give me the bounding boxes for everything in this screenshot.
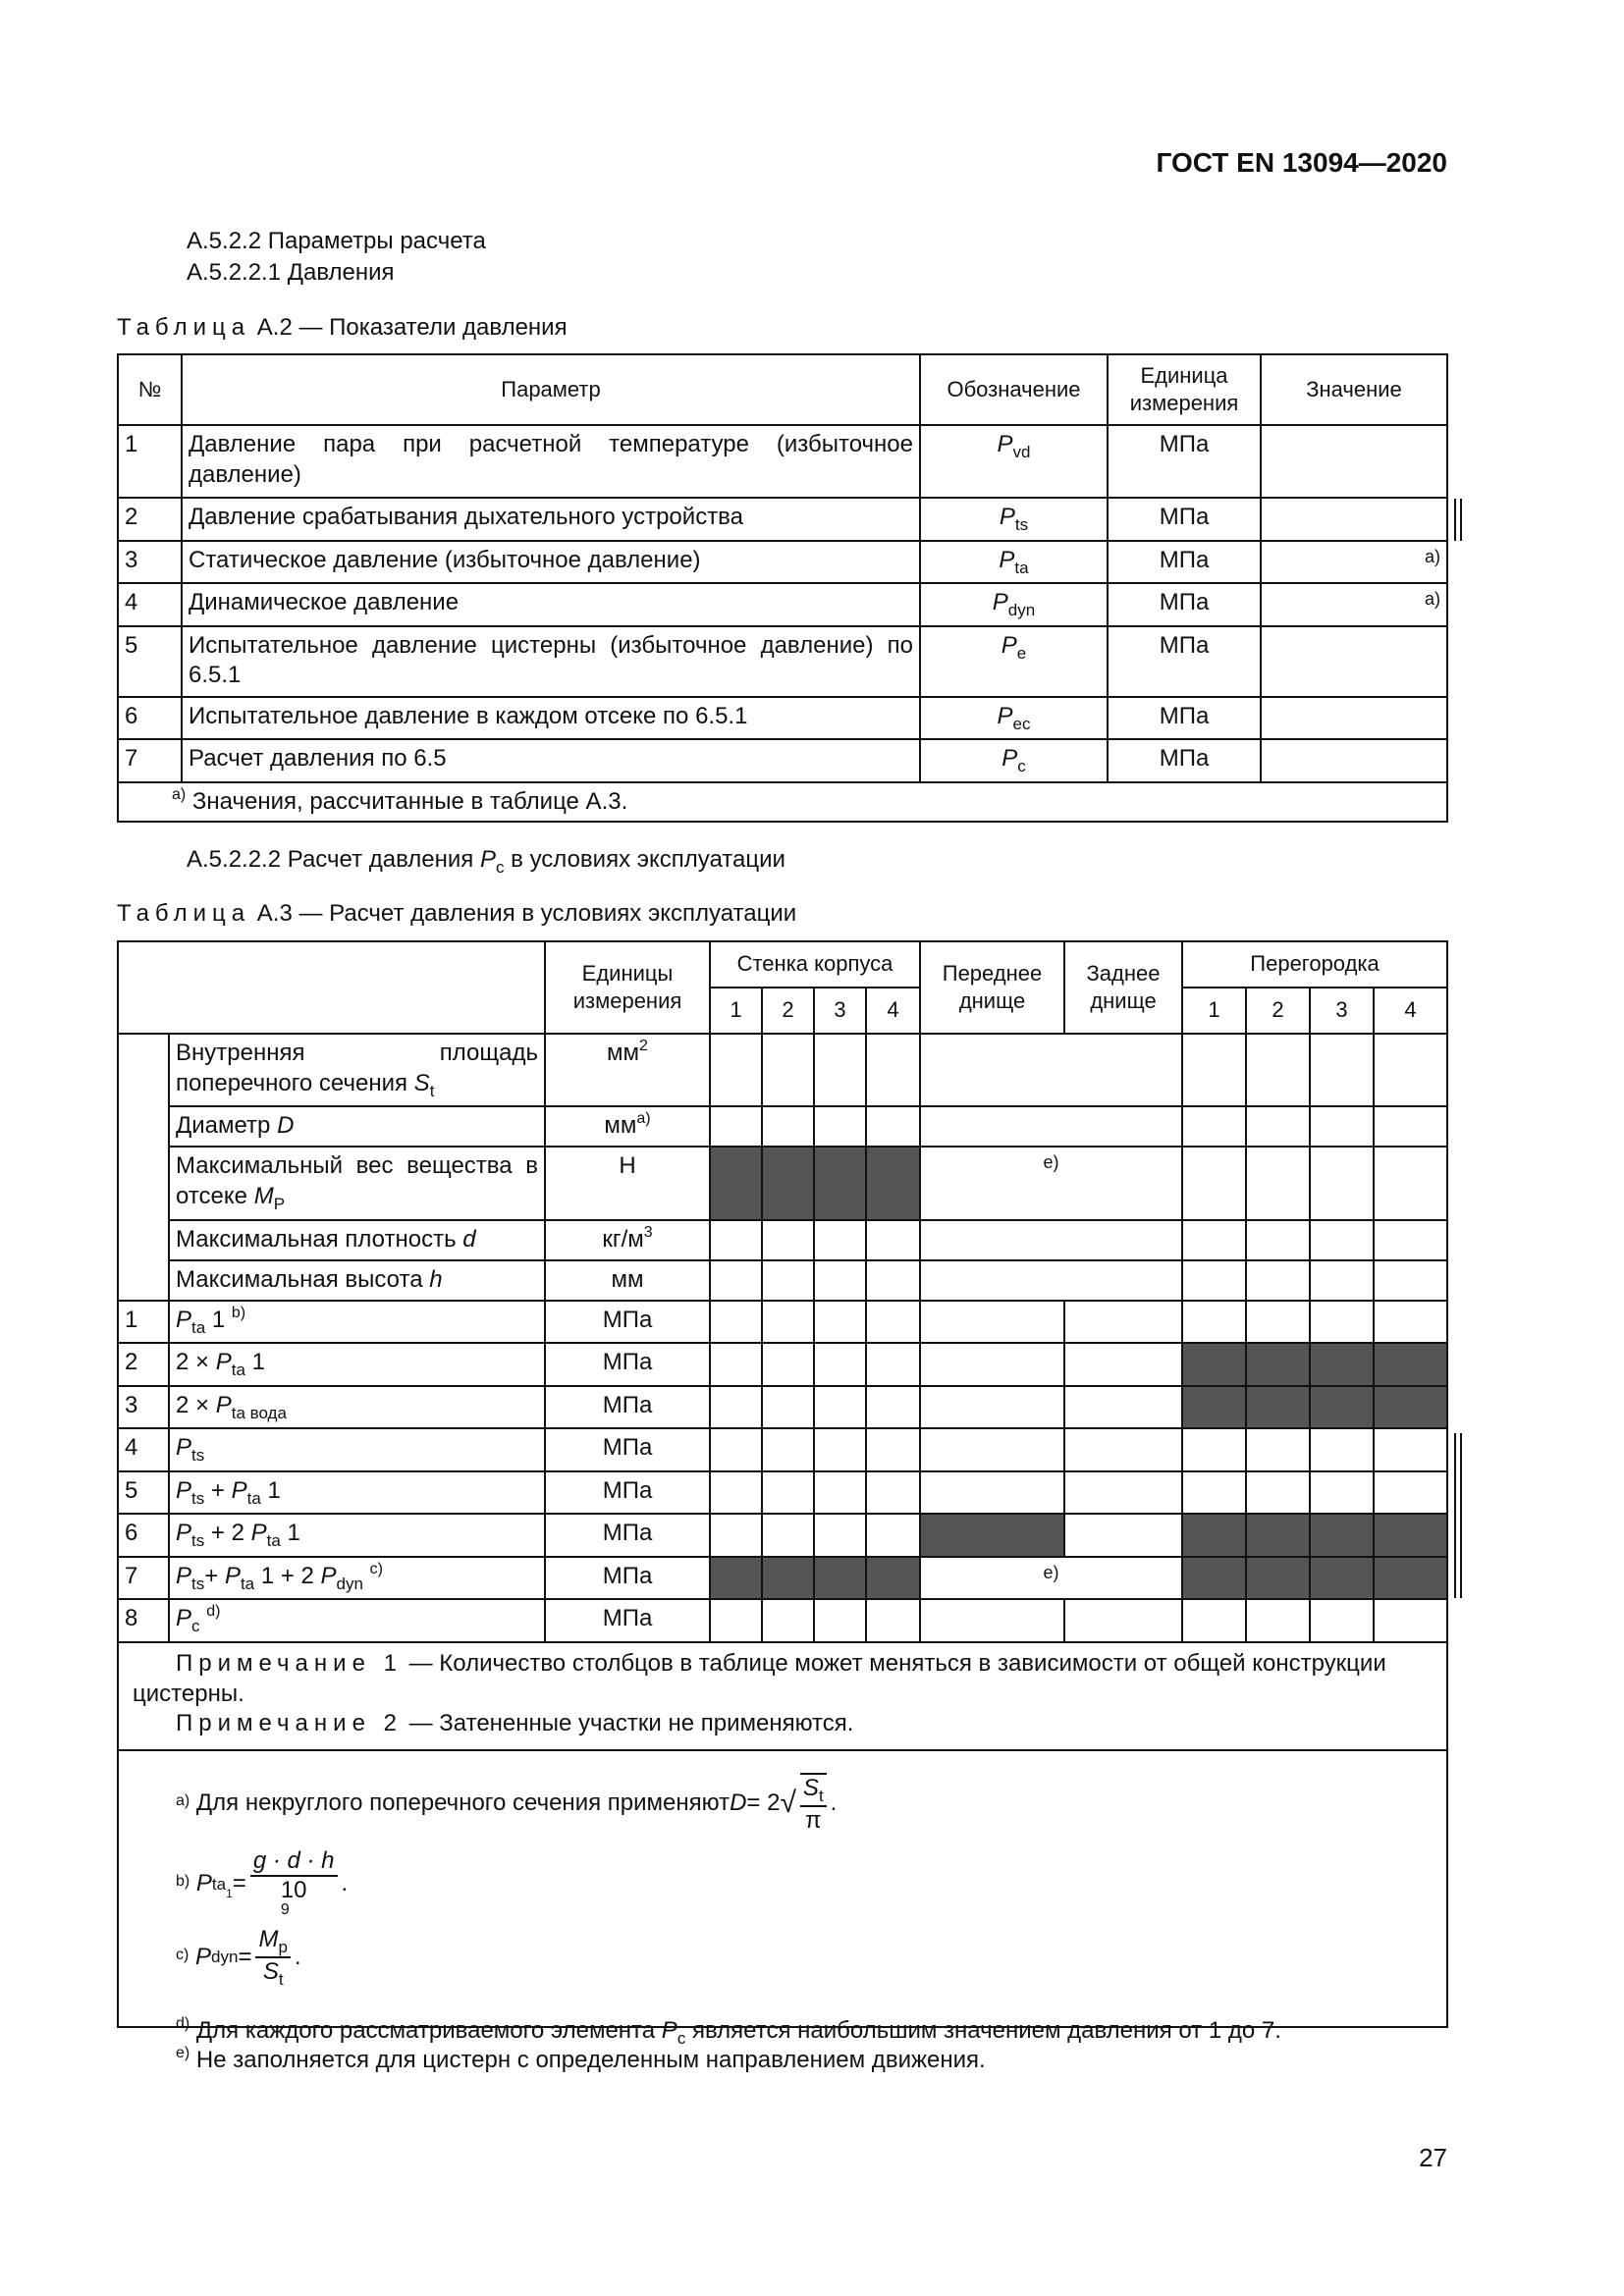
shaded-cell (1374, 1514, 1447, 1557)
shaded-cell (1246, 1514, 1310, 1557)
header-symbol: Обозначение (920, 354, 1108, 425)
row-param: Максимальная высота h (169, 1260, 545, 1301)
row-symbol: $P_{ta}$ (920, 541, 1108, 584)
table-a2-caption (117, 314, 568, 342)
row-param: Максимальная плотность d (169, 1220, 545, 1260)
section-heading-calc-params: А.5.2.2 Параметры расчета (187, 228, 486, 254)
row-unit: МПа (545, 1301, 710, 1344)
shaded-cell (1310, 1514, 1374, 1557)
row-num: 4 (118, 1428, 169, 1471)
row-param: Статическое давление (избыточное давление) (182, 541, 920, 584)
row-unit: $мм^2$ (545, 1034, 710, 1106)
shaded-cell (1182, 1343, 1246, 1386)
row-num: 3 (118, 1386, 169, 1429)
table-row (118, 626, 1447, 697)
row-value: a) (1261, 583, 1447, 626)
footnote-b: b) P ta 1 = g · d · h 10 9 . (176, 1846, 349, 1919)
row-unit: $мм^{a)}$ (545, 1106, 710, 1147)
row-value (1261, 626, 1447, 697)
header-unit: Единицы измерения (545, 941, 710, 1034)
row-value (1261, 425, 1447, 498)
row-param: Внутренняя площадь поперечного сечения $S_t$ (169, 1034, 545, 1106)
row-param: $P_{ts}+ P_{ta}$ 1 + 2 $P_{dyn}$ $^{c)}$ (169, 1557, 545, 1600)
row-value (1261, 697, 1447, 740)
table-row (118, 1147, 1447, 1219)
shaded-cell (1310, 1557, 1374, 1600)
table-a3 (117, 940, 1448, 2073)
table-row (118, 1471, 1447, 1515)
row-num: 8 (118, 1599, 169, 1642)
revision-bar (1454, 499, 1456, 541)
row-symbol: $P_{vd}$ (920, 425, 1108, 498)
row-unit: МПа (545, 1514, 710, 1557)
row-unit: Н (545, 1147, 710, 1219)
table-row (118, 1220, 1447, 1260)
table-footnotes (118, 1750, 1447, 2073)
shaded-cell (1374, 1386, 1447, 1429)
footnote-a: a) Для некруглого поперечного сечения применяют D = 2 √ $\frac{S_t}{\pi}$ . (176, 1774, 838, 1835)
row-unit: МПа (545, 1343, 710, 1386)
row-param: Давление срабатывания дыхательного устройства (182, 498, 920, 541)
header-shell-2: 2 (762, 988, 814, 1034)
row-value (1261, 739, 1447, 782)
table-row (118, 1514, 1447, 1557)
note-1: Примечание 1 — Количество столбцов в таблице может меняться в зависимости от общей конструкции цистерны. (133, 1649, 1386, 1707)
row-symbol: $P_{ts}$ (920, 498, 1108, 541)
row-param: Давление пара при расчетной температуре (избыточное давление) (182, 425, 920, 498)
row-param: $2 \times P_{ta вода}$ (169, 1386, 545, 1429)
row-unit: МПа (1108, 626, 1261, 697)
header-param: Параметр (182, 354, 920, 425)
section-heading-pc: А.5.2.2.2 Расчет давления $P_c$ в условиях эксплуатации (187, 846, 785, 877)
caption-label: Таблица (117, 314, 251, 341)
table-footnote: $^{a)}$ Значения, рассчитанные в таблице А.3. (118, 782, 1447, 823)
header-shell-3: 3 (814, 988, 866, 1034)
table-row (118, 739, 1447, 782)
document-code: ГОСТ EN 13094—2020 (1156, 147, 1447, 178)
shaded-cell (1246, 1557, 1310, 1600)
header-part-1: 1 (1182, 988, 1246, 1034)
table-notes (118, 1642, 1447, 1750)
row-num: 2 (118, 1343, 169, 1386)
row-unit: мм (545, 1260, 710, 1301)
revision-bar (1454, 1433, 1456, 1598)
row-unit: МПа (1108, 583, 1261, 626)
row-unit: МПа (1108, 541, 1261, 584)
shaded-cell (710, 1557, 762, 1600)
table-row (118, 498, 1447, 541)
caption-text: А.3 — Расчет давления в условиях эксплуатации (256, 900, 797, 927)
caption-text: А.2 — Показатели давления (256, 314, 568, 341)
shaded-cell (1246, 1343, 1310, 1386)
shaded-cell (920, 1514, 1064, 1557)
table-row (118, 1386, 1447, 1429)
row-unit: МПа (545, 1471, 710, 1515)
header-part-4: 4 (1374, 988, 1447, 1034)
row-num: 1 (118, 425, 182, 498)
row-symbol: $P_{ec}$ (920, 697, 1108, 740)
row-param: Испытательное давление цистерны (избыточное давление) по 6.5.1 (182, 626, 920, 697)
header-num: № (118, 354, 182, 425)
shaded-cell (1182, 1514, 1246, 1557)
row-unit: МПа (1108, 739, 1261, 782)
shaded-cell (1246, 1386, 1310, 1429)
shaded-cell (814, 1147, 866, 1219)
row-unit: МПа (545, 1428, 710, 1471)
row-unit: МПа (1108, 425, 1261, 498)
revision-bar (1460, 1433, 1462, 1598)
note-2: Примечание 2 — Затененные участки не применяются. (176, 1710, 854, 1737)
row-num: 7 (118, 1557, 169, 1600)
footnote-e: $^{e)}$ Не заполняется для цистерн с определенным направлением движения. (176, 2044, 986, 2073)
table-row (118, 1599, 1447, 1642)
row-param: $P_{ta}$ 1 $^{b)}$ (169, 1301, 545, 1344)
header-part-3: 3 (1310, 988, 1374, 1034)
table-footnotes-row (118, 1750, 1447, 2027)
row-symbol: $P_e$ (920, 626, 1108, 697)
table-a3-caption (117, 900, 796, 928)
table-row (118, 1343, 1447, 1386)
row-unit: $кг/м^3$ (545, 1220, 710, 1260)
table-row (118, 1301, 1447, 1344)
shaded-cell (866, 1557, 920, 1600)
row-param: Диаметр D (169, 1106, 545, 1147)
table-row (118, 1428, 1447, 1471)
row-param: $P_{ts}$ (169, 1428, 545, 1471)
shaded-cell (1182, 1386, 1246, 1429)
shaded-cell (1310, 1386, 1374, 1429)
table-notes-row (118, 1642, 1447, 1750)
header-part-2: 2 (1246, 988, 1310, 1034)
header-unit: Единица измерения (1108, 354, 1261, 425)
shaded-cell (1374, 1557, 1447, 1600)
row-unit: МПа (545, 1557, 710, 1600)
shaded-cell (866, 1147, 920, 1219)
header-empty (118, 941, 545, 1034)
row-unit: МПа (545, 1599, 710, 1642)
row-num: 2 (118, 498, 182, 541)
row-num: 1 (118, 1301, 169, 1344)
row-param: $2 \times P_{ta}$ 1 (169, 1343, 545, 1386)
table-row (118, 583, 1447, 626)
header-rear-head: Заднее днище (1064, 941, 1182, 1034)
row-num-empty (118, 1034, 169, 1301)
shaded-cell (1182, 1557, 1246, 1600)
section-heading-pressures: А.5.2.2.1 Давления (187, 259, 395, 286)
shaded-cell (762, 1557, 814, 1600)
row-param: $P_{ts} + P_{ta}$ 1 (169, 1471, 545, 1515)
header-partition: Перегородка (1182, 941, 1447, 988)
row-num: 4 (118, 583, 182, 626)
revision-bar (1460, 499, 1462, 541)
shaded-cell (1374, 1343, 1447, 1386)
row-num: 6 (118, 1514, 169, 1557)
row-num: 7 (118, 739, 182, 782)
shaded-cell (762, 1147, 814, 1219)
row-param: $P_c$ $^{d)}$ (169, 1599, 545, 1642)
table-row (118, 1106, 1447, 1147)
header-value: Значение (1261, 354, 1447, 425)
row-value: a) (1261, 541, 1447, 584)
table-header-row (118, 354, 1447, 425)
row-param: Расчет давления по 6.5 (182, 739, 920, 782)
table-row (118, 697, 1447, 740)
row-unit: МПа (1108, 498, 1261, 541)
row-param: Испытательное давление в каждом отсеке по 6.5.1 (182, 697, 920, 740)
row-param: Динамическое давление (182, 583, 920, 626)
note-e: e) (920, 1147, 1182, 1219)
row-unit: МПа (545, 1386, 710, 1429)
header-shell: Стенка корпуса (710, 941, 920, 988)
shaded-cell (1310, 1343, 1374, 1386)
row-num: 5 (118, 1471, 169, 1515)
note-e: e) (920, 1557, 1182, 1600)
page-number: 27 (1419, 2143, 1447, 2172)
shaded-cell (710, 1147, 762, 1219)
footnote-d: $^{d)}$ Для каждого рассматриваемого элемента $P_c$ является наибольшим значением давления от 1 до 7. (176, 2014, 1281, 2048)
table-row (118, 1034, 1447, 1106)
row-num: 6 (118, 697, 182, 740)
row-symbol: $P_c$ (920, 739, 1108, 782)
header-front-head: Переднее днище (920, 941, 1064, 1034)
table-footnote-row (118, 782, 1447, 823)
footnote-c: c) P dyn = $\frac{M_p}{S_t}$ . (176, 1925, 301, 1990)
header-shell-4: 4 (866, 988, 920, 1034)
row-param: Максимальный вес вещества в отсеке $M_P$ (169, 1147, 545, 1219)
shaded-cell (814, 1557, 866, 1600)
table-row (118, 541, 1447, 584)
table-header-row (118, 941, 1447, 988)
row-value (1261, 498, 1447, 541)
row-unit: МПа (1108, 697, 1261, 740)
row-param: $P_{ts} + 2$ $P_{ta}$ 1 (169, 1514, 545, 1557)
row-num: 5 (118, 626, 182, 697)
header-shell-1: 1 (710, 988, 762, 1034)
table-row (118, 425, 1447, 498)
caption-label: Таблица (117, 900, 251, 927)
table-row (118, 1557, 1447, 1600)
table-a2 (117, 353, 1448, 823)
row-num: 3 (118, 541, 182, 584)
row-symbol: $P_{dyn}$ (920, 583, 1108, 626)
table-row (118, 1260, 1447, 1301)
